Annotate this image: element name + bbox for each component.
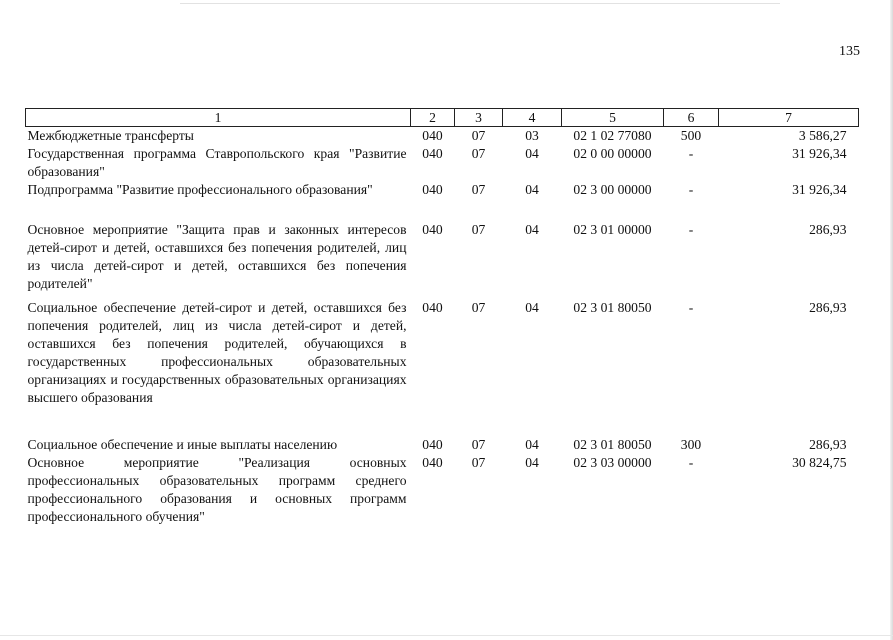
row-subsection-code: 04 (525, 222, 539, 237)
row-ministry-code: 040 (422, 455, 443, 470)
row-name: Основное мероприятие "Защита прав и законных интересов детей-сирот и детей, оставшихся без попечения родителей, лиц из числа детей-сирот и детей, оставшихся без попечения родителей" (27, 222, 407, 291)
row-expense-type: - (688, 222, 694, 237)
row-section-code: 07 (471, 128, 486, 143)
row-target-article: 02 3 03 00000 (573, 455, 652, 470)
row-subsection-code: 04 (525, 182, 539, 197)
row-ministry-code: 040 (422, 128, 443, 143)
table-row (26, 181, 859, 221)
row-name: Социальное обеспечение и иные выплаты населению (27, 437, 338, 452)
row-name: Основное мероприятие "Реализация основных профессиональных образовательных программ среднего профессионального образования и основных программ профессионального обучения" (27, 455, 407, 524)
row-subsection-code: 04 (525, 455, 539, 470)
scan-artifact-top (180, 3, 780, 4)
row-section-code: 07 (471, 455, 486, 470)
row-subsection-code: 04 (525, 300, 539, 315)
row-name: Межбюджетные трансферты (27, 128, 194, 143)
row-ministry-code: 040 (422, 222, 443, 237)
row-ministry-code: 040 (422, 182, 443, 197)
column-header: 2 (411, 109, 455, 127)
row-target-article: 02 0 00 00000 (573, 146, 652, 161)
table-row (26, 145, 859, 181)
row-section-code: 07 (471, 182, 486, 197)
table-row (26, 436, 859, 454)
row-expense-type: - (688, 182, 694, 197)
row-amount: 3 586,27 (798, 128, 847, 143)
table-header-row (26, 109, 859, 127)
row-amount: 286,93 (809, 437, 847, 452)
row-section-code: 07 (471, 222, 486, 237)
row-amount: 31 926,34 (792, 146, 847, 161)
row-section-code: 07 (471, 300, 486, 315)
row-name: Государственная программа Ставропольского края "Развитие образования" (27, 146, 407, 179)
table-row (26, 221, 859, 299)
row-section-code: 07 (471, 437, 486, 452)
table-row (26, 454, 859, 526)
row-section-code: 07 (471, 146, 486, 161)
budget-table (25, 108, 859, 526)
row-ministry-code: 040 (422, 146, 443, 161)
row-target-article: 02 3 01 00000 (573, 222, 652, 237)
row-expense-type: - (688, 146, 694, 161)
column-header: 4 (503, 109, 562, 127)
row-target-article: 02 1 02 77080 (573, 128, 652, 143)
row-name: Социальное обеспечение детей-сирот и детей, оставшихся без попечения родителей, лиц из числа детей-сирот и детей, оставшихся без попечения родителей, обучающихся в государственных профессиональных образовательных организациях и государственных образовательных организациях высшего образования (27, 300, 407, 405)
row-ministry-code: 040 (422, 437, 443, 452)
row-amount: 31 926,34 (792, 182, 847, 197)
column-header: 5 (562, 109, 664, 127)
row-expense-type: - (688, 455, 694, 470)
column-header: 7 (719, 109, 859, 127)
column-header: 6 (664, 109, 719, 127)
column-header: 1 (26, 109, 411, 127)
row-ministry-code: 040 (422, 300, 443, 315)
row-name: Подпрограмма "Развитие профессионального образования" (27, 182, 373, 197)
row-amount: 286,93 (809, 300, 847, 315)
scan-artifact-bottom (0, 635, 893, 636)
table-row (26, 299, 859, 436)
page-number: 135 (839, 44, 860, 59)
row-target-article: 02 3 00 00000 (573, 182, 652, 197)
row-subsection-code: 04 (525, 437, 539, 452)
table-row (26, 127, 859, 146)
row-expense-type: - (688, 300, 694, 315)
row-target-article: 02 3 01 80050 (573, 437, 652, 452)
row-amount: 30 824,75 (792, 455, 847, 470)
row-expense-type: 300 (680, 437, 702, 452)
row-subsection-code: 04 (525, 146, 539, 161)
row-target-article: 02 3 01 80050 (573, 300, 652, 315)
row-subsection-code: 03 (525, 128, 539, 143)
column-header: 3 (455, 109, 503, 127)
row-amount: 286,93 (809, 222, 847, 237)
row-expense-type: 500 (680, 128, 702, 143)
